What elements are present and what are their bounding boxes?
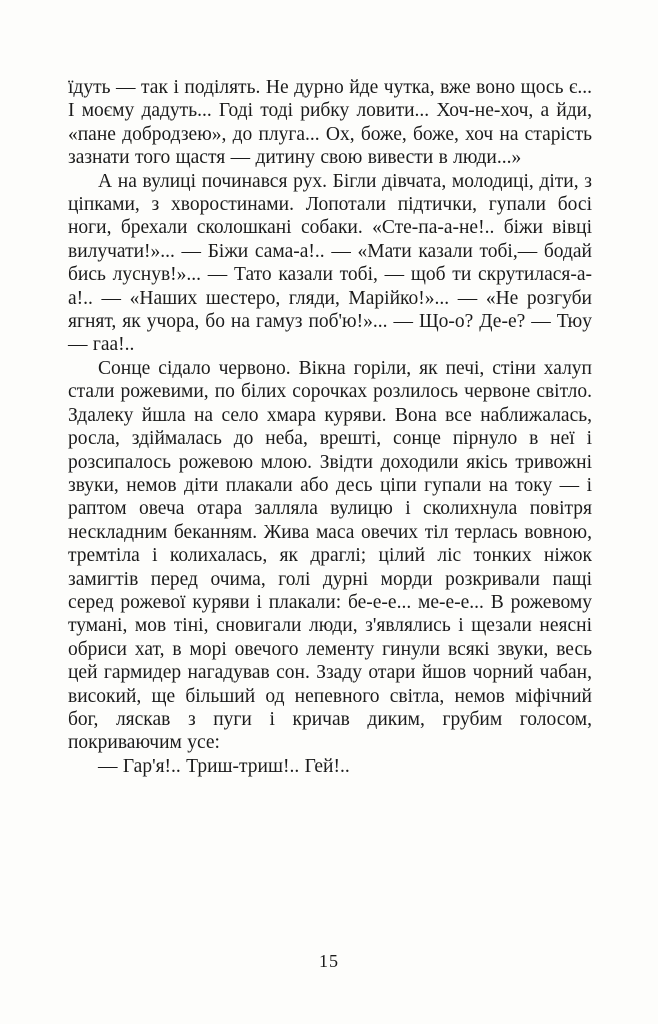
paragraph-sunset-flock: Сонце сідало червоно. Вікна горіли, як печі, стіни халуп стали рожевими, по білих сорочках розлилось червоне світло. Здалеку йшла на село хмара куряви. Вона все наближалась, росла, здіймалась до неба, врешті, сонце пірнуло в неї і розсипалось рожевою млою. Звідти доходили якісь тривожні звуки, немов діти плакали або десь ціпи гупали на току — і раптом овеча отара залляла вулицю і сколихнула повітря нескладним беканням. Жива маса овечих тіл терлась вовною, тремтіла і колихалась, як драглі; цілий ліс тонких ніжок замигтів перед очима, голі дурні морди розкривали пащі серед рожевої куряви і плакали: бе-е-е... ме-е-е... В рожевому тумані, мов тіні, сновигали люди, з'являлись і щезали неясні обриси хат, в морі овечого лементу гинули всякі звуки, весь цей гармидер нагадував сон. Ззаду отари йшов чорний чабан, високий, ще більший од непевного світла, немов міфічний бог, ляскав з пуги і кричав диким, грубим голосом, покриваючим усе: [68, 357, 592, 754]
paragraph-dialogue: — Гар'я!.. Триш-триш!.. Гей!.. [98, 755, 350, 777]
page-number: 15 [319, 951, 339, 971]
paragraph-continuation: їдуть — так і поділять. Не дурно йде чутка, вже воно щось є... І моєму дадуть... Годі тоді рибку ловити... Хоч-не-хоч, а йди, «пане добродзею», до плуга... Ох, боже, боже, хоч на старість зазнати того щастя — дитину свою вивести в люди...» [68, 77, 592, 169]
text-content [68, 76, 592, 778]
paragraph-street-scene: А на вулиці починався рух. Бігли дівчата, молодиці, діти, з ціпками, з хворостинами. Лопотали підтички, гупали босі ноги, брехали сколошкані собаки. «Сте-па-а-не!.. біжи вівці вилучати!»... — Біжи сама-а!.. — «Мати казали тобі,— бодай бись луснув!»... — Тато казали тобі, — щоб ти скрутилася-а-а!.. — «Наших шестеро, гляди, Марійко!»... — «Не розгуби ягнят, як учора, бо на гамуз поб'ю!»... — Що-о? Де-е? — Тюу — гаа!.. [68, 170, 592, 356]
